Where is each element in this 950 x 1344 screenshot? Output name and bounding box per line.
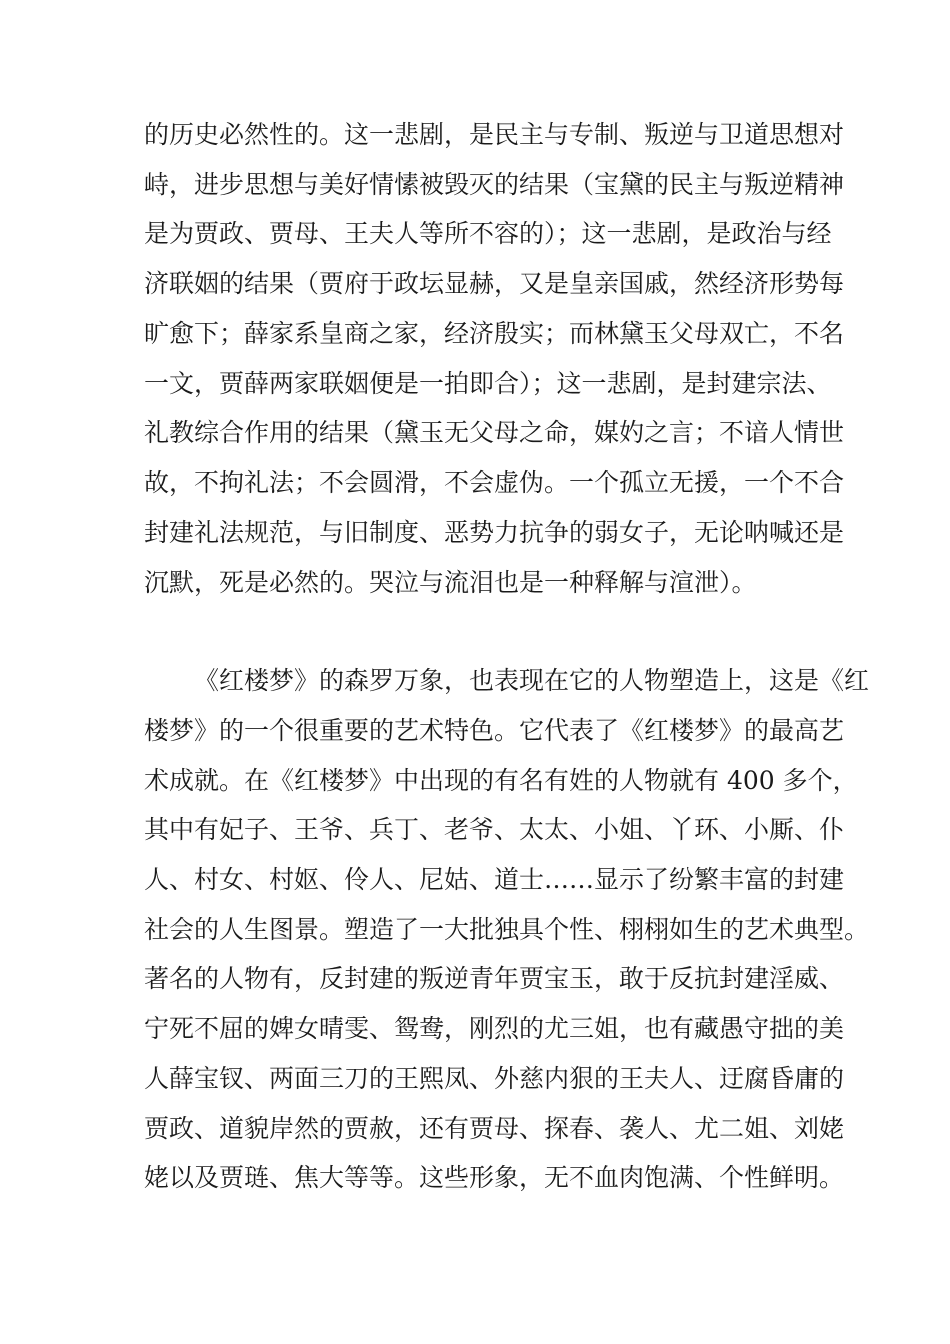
paragraph-line: 沉默，死是必然的。哭泣与流泪也是一种释解与渲泄）。 [144,568,757,597]
paragraph-line: 术成就。在《红楼梦》中出现的有名有姓的人物就有 400 多个， [144,766,858,795]
paragraph-line: 旷愈下；薛家系皇商之家，经济殷实；而林黛玉父母双亡，不名 [144,319,845,348]
paragraph-line: 姥以及贾琏、焦大等等。这些形象，无不血肉饱满、个性鲜明。 [144,1163,845,1192]
paragraph-line: 贾政、道貌岸然的贾赦，还有贾母、探春、袭人、尤二姐、刘姥 [144,1114,845,1143]
paragraph-line: 《红楼梦》的森罗万象，也表现在它的人物塑造上，这是《红 [194,666,870,695]
paragraph-line: 封建礼法规范，与旧制度、恶势力抗争的弱女子，无论呐喊还是 [144,518,845,547]
paragraph-line: 是为贾政、贾母、王夫人等所不容的）；这一悲剧，是政治与经 [144,219,832,248]
paragraph-line: 故，不拘礼法；不会圆滑，不会虚伪。一个孤立无援，一个不合 [144,468,845,497]
paragraph-line: 人薛宝钗、两面三刀的王熙凤、外慈内狠的王夫人、迂腐昏庸的 [144,1064,845,1093]
paragraph-line: 社会的人生图景。塑造了一大批独具个性、栩栩如生的艺术典型。 [144,915,870,944]
paragraph-line: 一文，贾薛两家联姻便是一拍即合）；这一悲剧，是封建宗法、 [144,369,832,398]
paragraph-line: 宁死不屈的婢女晴雯、鸳鸯，刚烈的尤三姐，也有藏愚守拙的美 [144,1014,845,1043]
paragraph-line: 峙，进步思想与美好情愫被毁灭的结果（宝黛的民主与叛逆精神 [144,170,845,199]
paragraph-line: 人、村女、村妪、伶人、尼姑、道士……显示了纷繁丰富的封建 [144,865,845,894]
paragraph-line: 其中有妃子、王爷、兵丁、老爷、太太、小姐、丫环、小厮、仆 [144,815,845,844]
paragraph-line: 楼梦》的一个很重要的艺术特色。它代表了《红楼梦》的最高艺 [144,716,845,745]
paragraph-line: 济联姻的结果（贾府于政坛显赫，又是皇亲国戚，然经济形势每 [144,269,845,298]
paragraph-line: 礼教综合作用的结果（黛玉无父母之命，媒妁之言；不谙人情世 [144,418,845,447]
paragraph-line: 的历史必然性的。这一悲剧，是民主与专制、叛逆与卫道思想对 [144,120,845,149]
paragraph-line: 著名的人物有，反封建的叛逆青年贾宝玉，敢于反抗封建淫威、 [144,964,845,993]
